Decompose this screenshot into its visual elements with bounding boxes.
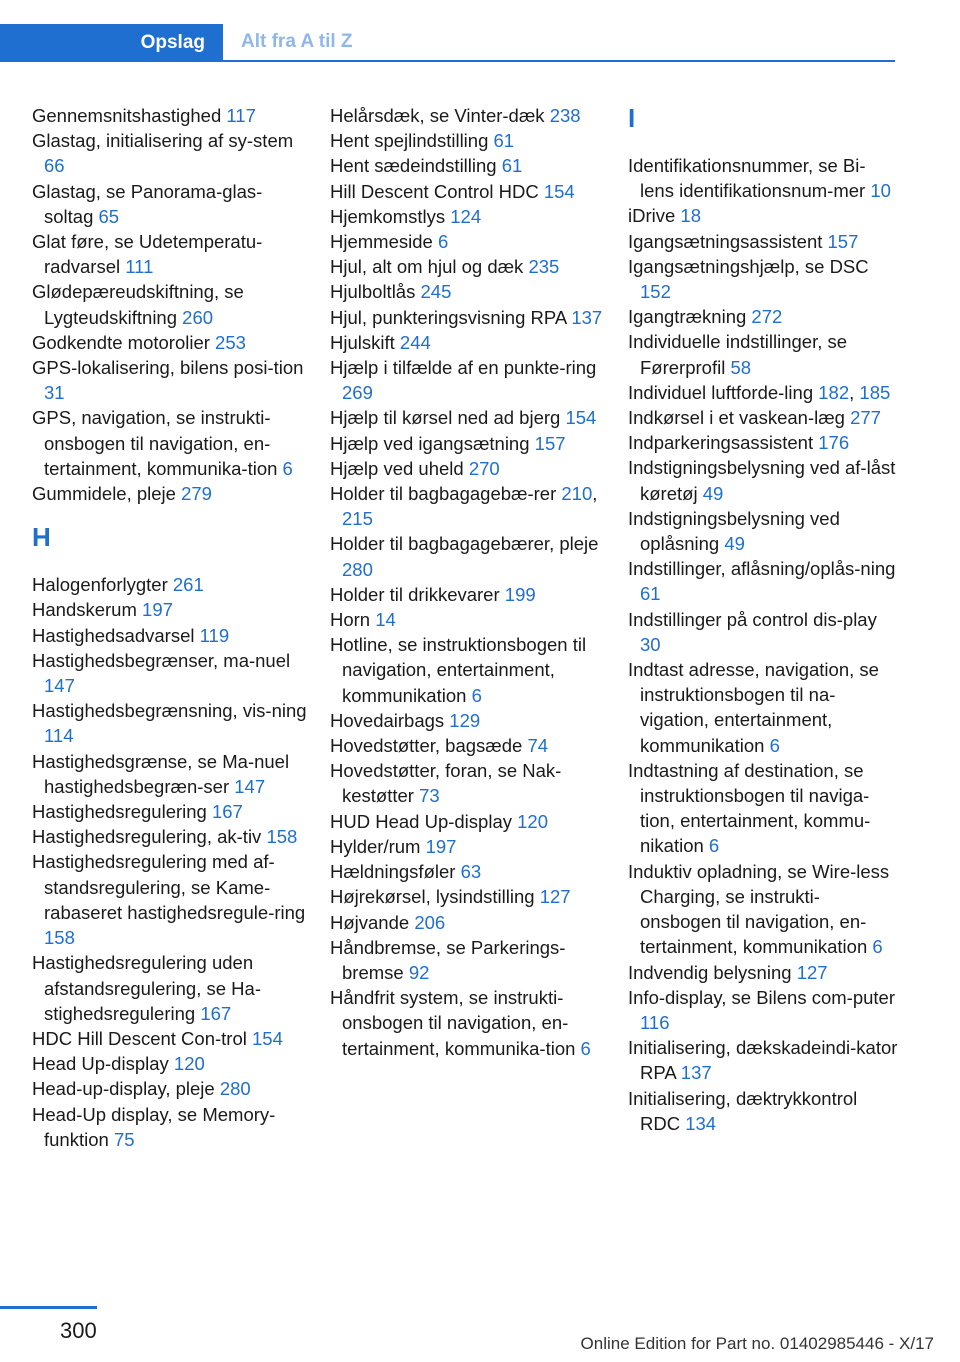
index-entry-text: Gummidele, pleje [32,483,176,505]
index-entry-text: Hent spejlindstilling [330,130,489,152]
page-link[interactable]: 127 [539,886,571,908]
index-entry [330,204,605,229]
index-entry: Individuel luftforde-ling 182, 185 [628,381,891,403]
page-link[interactable]: 167 [211,801,243,823]
page-link[interactable]: 6 [769,734,780,756]
page-link[interactable]: 6 [282,457,293,479]
index-entry [330,431,605,456]
index-entry-text: Hjælp ved igangsætning [330,432,530,454]
index-entry-text: Hastighedsbegrænser, ma-nuel [32,649,291,671]
index-entry [628,405,898,430]
index-entry [628,430,898,455]
index-entry [32,698,307,748]
index-entry-text: Indtastning af destination, se instruktionsbogen til naviga-tion, entertainment, kommu-nikation [628,759,871,857]
page-link[interactable]: 197 [425,835,457,857]
page-link[interactable]: 30 [640,633,661,655]
index-entry [628,985,898,1035]
index-entry-text: HUD Head Up-display [330,810,512,832]
page-link[interactable]: 134 [685,1112,717,1134]
index-entry [330,531,605,581]
page-link[interactable]: 6 [471,684,482,706]
page-link[interactable]: 279 [181,483,212,505]
index-entry [330,279,605,304]
index-entry [32,279,307,329]
index-entry-text: Helårsdæk, se Vinter-dæk [330,105,545,126]
index-entry-text: Indparkeringsassistent [628,432,814,454]
index-entry-text: GPS, navigation, se instrukti-onsbogen til navigation, en-tertainment, kommunika-tion [32,407,278,479]
index-entry [628,657,898,758]
index-entry [330,910,605,935]
index-entry-text: Hjulboltlås [330,281,416,303]
page-link[interactable]: 269 [342,382,373,404]
index-entry [330,708,605,733]
index-entry [32,623,307,648]
index-entry [32,103,307,128]
page-link[interactable]: 120 [173,1053,205,1075]
page-link[interactable]: 111 [125,256,154,278]
page-link[interactable]: 73 [419,785,440,807]
page-link[interactable]: 6 [872,936,883,958]
page-link[interactable]: 120 [517,810,548,832]
page-link[interactable]: 31 [44,382,65,404]
index-entry [330,834,605,859]
index-entry-text: Info-display, se Bilens com-puter [628,986,895,1008]
page-link[interactable]: 185 [859,381,891,403]
index-entry-text: Hjul, punkteringsvisning RPA [330,306,567,328]
index-entry-text: Glastag, se Panorama-glas-soltag [32,180,263,227]
index-entry-text: Gennemsnitshastighed [32,105,222,126]
index-entry-text: Hotline, se instruktionsbogen til navigation, entertainment, kommunikation [330,634,587,706]
index-entry [628,758,898,859]
index-entry-text: Halogenforlygter [32,574,168,596]
index-entry [32,849,307,950]
page-link[interactable]: 182 [818,381,850,403]
index-entry [330,758,605,808]
index-entry-text: Hjælp i tilfælde af en punkte-ring [330,357,597,379]
index-entry-text: Glastag, initialisering af sy-stem [32,130,294,152]
index-entry [330,355,605,405]
index-entry-text: Hastighedsgrænse, se Ma-nuel hastighedsbegræn-ser [32,750,290,797]
index-entry [330,607,605,632]
page-link[interactable]: 61 [493,130,515,152]
index-entry [330,582,605,607]
index-entry [628,1035,898,1085]
page-number: 300 [60,1318,97,1343]
index-entry [330,456,605,481]
index-entry-text: Induktiv opladning, se Wire-less Charging, se instrukti-onsbogen til navigation, en-tertainment, kommunikation [628,860,890,958]
index-entry [628,556,898,606]
index-entry-text: Godkendte motorolier [32,331,210,353]
header-tabbar [0,0,960,62]
edition-note: Online Edition for Part no. 01402985446 - X/17 [580,1334,934,1353]
index-entry [330,153,605,178]
index-entry [32,950,307,1026]
index-entry-text: Hill Descent Control HDC [330,180,539,202]
index-entry-text: Hovedstøtter, foran, se Nak-kestøtter [330,760,562,807]
index-entry [32,1102,307,1152]
page-link[interactable]: 114 [44,725,74,747]
index-entry [32,597,307,622]
index-entry [628,859,898,960]
index-entry [330,229,605,254]
index-entry [330,128,605,153]
page-link[interactable]: 261 [172,574,204,596]
page-link[interactable]: 158 [44,927,75,949]
index-entry [32,355,307,405]
page-link[interactable]: 63 [460,861,482,883]
page-link[interactable]: 75 [113,1128,135,1150]
index-entry [330,405,605,430]
page-link[interactable]: 253 [215,331,246,353]
index-entry-text: Hylder/rum [330,835,421,857]
index-entry-text: Håndfrit system, se instrukti-onsbogen til navigation, en-tertainment, kommunika-tion [330,987,576,1059]
page-link[interactable]: 117 [226,105,256,126]
page-link[interactable]: 154 [543,180,575,202]
index-entry-text: Igangsætningsassistent [628,230,823,252]
index-entry-text: iDrive [628,205,676,227]
index-entry-text: Hjemkomstlys [330,205,446,227]
page-link[interactable]: 280 [219,1078,251,1100]
page-link[interactable]: 65 [98,205,120,227]
index-entry [330,330,605,355]
index-entry [32,1076,307,1101]
index-entry [330,254,605,279]
page-link[interactable]: 199 [504,583,536,605]
index-entry [628,506,898,556]
page-link[interactable]: 157 [534,432,566,454]
index-entry-text: Hastighedsadvarsel [32,624,195,646]
page-link[interactable]: 277 [850,407,881,429]
page-link[interactable]: 154 [565,407,597,429]
page-link[interactable]: 129 [449,709,481,731]
index-entry-text: Initialisering, dæktrykkontrol RDC [628,1087,858,1134]
page-link[interactable]: 235 [528,256,560,278]
page-link[interactable]: 18 [680,205,701,227]
page-link[interactable]: 272 [751,306,783,328]
index-entry-text: Igangsætningshjælp, se DSC [628,255,869,277]
section-letter: I [628,103,636,133]
index-entry-text: GPS-lokalisering, bilens posi-tion [32,357,304,379]
page-link[interactable]: 137 [680,1062,712,1084]
page-link[interactable]: 154 [252,1027,283,1049]
index-entry-text: Hastighedsregulering, ak-tiv [32,826,262,848]
index-entry: Holder til bagbagagebæ-rer 210, 215 [330,483,598,530]
index-entry-text: HDC Hill Descent Con-trol [32,1027,247,1049]
index-entry [330,733,605,758]
page-link[interactable]: 206 [414,911,446,933]
page-link[interactable]: 74 [527,735,549,757]
index-entry [330,985,605,1061]
index-entry [32,481,307,506]
index-entry [32,824,307,849]
index-entry [32,648,307,698]
index-entry [32,405,307,481]
index-entry-text: Indstillinger, aflåsning/oplås-ning [628,558,896,580]
index-entry [330,809,605,834]
page-link[interactable]: 92 [408,961,430,983]
index-entry [628,607,898,657]
index-entry [628,203,898,228]
page-link[interactable]: 270 [468,457,500,479]
index-entry-text: Hastighedsregulering [32,801,207,823]
index-entry-text: Håndbremse, se Parkerings-bremse [330,936,566,983]
index-entry-text: Indstillinger på control dis-play [628,608,877,630]
page-link[interactable]: 49 [724,533,745,555]
index-entry [628,1086,898,1136]
index-entry-text: Individuel luftforde-ling [628,381,814,403]
index-entry-text: Hovedairbags [330,709,445,731]
index-entry-text: Indvendig belysning [628,961,792,983]
index-entry [32,799,307,824]
index-entry-text: Holder til drikkevarer [330,583,500,605]
page-link[interactable]: 6 [708,835,720,857]
index-entry-text: Indstigningsbelysning ved af-låst køretøj [628,457,896,504]
index-entry-text: Hjælp til kørsel ned ad bjerg [330,407,561,429]
index-entry [628,960,898,985]
index-entry-text: Hastighedsregulering uden afstandsregulering, se Ha-stighedsregulering [32,952,261,1024]
index-entry-text: Identifikationsnummer, se Bi-lens identifikationsnum-mer [628,155,866,202]
index-column-1 [32,103,307,1152]
page-link[interactable]: 119 [199,624,230,646]
page-link[interactable]: 6 [437,231,449,253]
page-link[interactable]: 127 [796,961,828,983]
page-link[interactable]: 116 [640,1011,670,1033]
index-entry [32,1051,307,1076]
page-link[interactable]: 176 [818,432,850,454]
page-link[interactable]: 147 [44,675,75,697]
index-entry-text: Glat føre, se Udetemperatu-radvarsel [32,231,263,278]
index-entry [628,455,898,505]
tab-alt-fra-a-til-z[interactable]: Alt fra A til Z [223,24,895,62]
index-column-2 [330,103,605,1061]
index-entry [628,304,898,329]
index-entry [330,632,605,708]
index-entry [330,103,605,128]
index-entry [330,305,605,330]
page-link[interactable]: 58 [730,356,752,378]
index-entry-text: Handskerum [32,599,137,621]
index-entry-text: Hent sædeindstilling [330,155,497,177]
index-entry-text: Horn [330,609,371,631]
page-link[interactable]: 137 [571,306,603,328]
page-link[interactable]: 14 [375,609,396,631]
page-link[interactable]: 238 [549,105,581,126]
index-entry-text: Head Up-display [32,1053,169,1075]
page-link[interactable]: 124 [450,205,482,227]
index-entry-text: Hovedstøtter, bagsæde [330,735,523,757]
page-link[interactable]: 197 [142,599,173,621]
index-entry-text: Hjul, alt om hjul og dæk [330,256,524,278]
section-letter: H [32,522,51,553]
index-entry-text: Indtast adresse, navigation, se instruktionsbogen til na-vigation, entertainment, kommunikation [628,659,879,756]
page-link[interactable]: 210 [561,483,593,505]
page-link[interactable]: 49 [702,482,724,504]
index-entry [330,179,605,204]
page-link[interactable]: 215 [342,508,373,530]
index-entry [330,859,605,884]
index-entry [32,229,307,279]
page-link[interactable]: 244 [399,331,431,353]
index-entry-text: Initialisering, dækskadeindi-kator RPA [628,1037,898,1084]
index-entry-text: Indkørsel i et vaskean-læg [628,407,845,429]
index-entry-text: Hastighedsregulering med af-standsregulering, se Kame-rabaseret hastighedsregule-ring [32,851,306,923]
index-entry-text: Head-Up display, se Memory-funktion [32,1103,276,1150]
footer-rule [0,1306,97,1309]
tab-opslag[interactable]: Opslag [0,24,223,62]
page-link[interactable]: 245 [420,281,452,303]
index-entry [330,884,605,909]
index-entry-text: Højvande [330,911,410,933]
page-link[interactable]: 6 [580,1037,591,1059]
index-entry [628,329,898,379]
index-column-3 [628,103,898,1136]
index-entry [628,229,898,254]
index-entry-text: Holder til bagbagagebærer, pleje [330,533,599,555]
index-entry [628,153,898,203]
index-entry-text: Head-up-display, pleje [32,1078,215,1100]
index-entry-text: Holder til bagbagagebæ-rer [330,483,557,505]
index-entry-text: Hjemmeside [330,231,433,253]
index-entry-text: Indstigningsbelysning ved oplåsning [628,507,840,555]
index-entry [32,330,307,355]
page-link[interactable]: 158 [266,826,298,848]
page-link[interactable]: 157 [827,230,859,252]
page-link[interactable]: 280 [342,558,373,580]
index-entry [32,179,307,229]
page-link[interactable]: 167 [200,1002,232,1024]
index-entry-text: Igangtrækning [628,306,747,328]
index-entry [330,935,605,985]
index-entry [32,749,307,799]
index-entry [32,572,307,597]
index-entry-text: Højrekørsel, lysindstilling [330,886,535,908]
page-link[interactable]: 61 [501,155,523,177]
index-entry [32,1026,307,1051]
index-entry [628,254,898,304]
index-entry-text: Hjulskift [330,331,395,353]
page-link[interactable]: 61 [640,583,661,605]
page-link[interactable]: 147 [234,775,266,797]
page-link[interactable]: 152 [640,281,671,303]
page-link[interactable]: 66 [44,155,65,177]
page-link[interactable]: 260 [182,306,214,328]
page-link[interactable]: 10 [870,180,891,202]
index-entry [32,128,307,178]
index-entry-text: Hastighedsbegrænsning, vis-ning [32,700,307,722]
index-entry-text: Hjælp ved uheld [330,457,464,479]
index-entry-text: Glødepæreudskiftning, se Lygteudskiftning [32,281,244,328]
index-entry-text: Hældningsføler [330,861,456,883]
index-entry-text: Individuelle indstillinger, se Førerprofil [628,331,848,378]
